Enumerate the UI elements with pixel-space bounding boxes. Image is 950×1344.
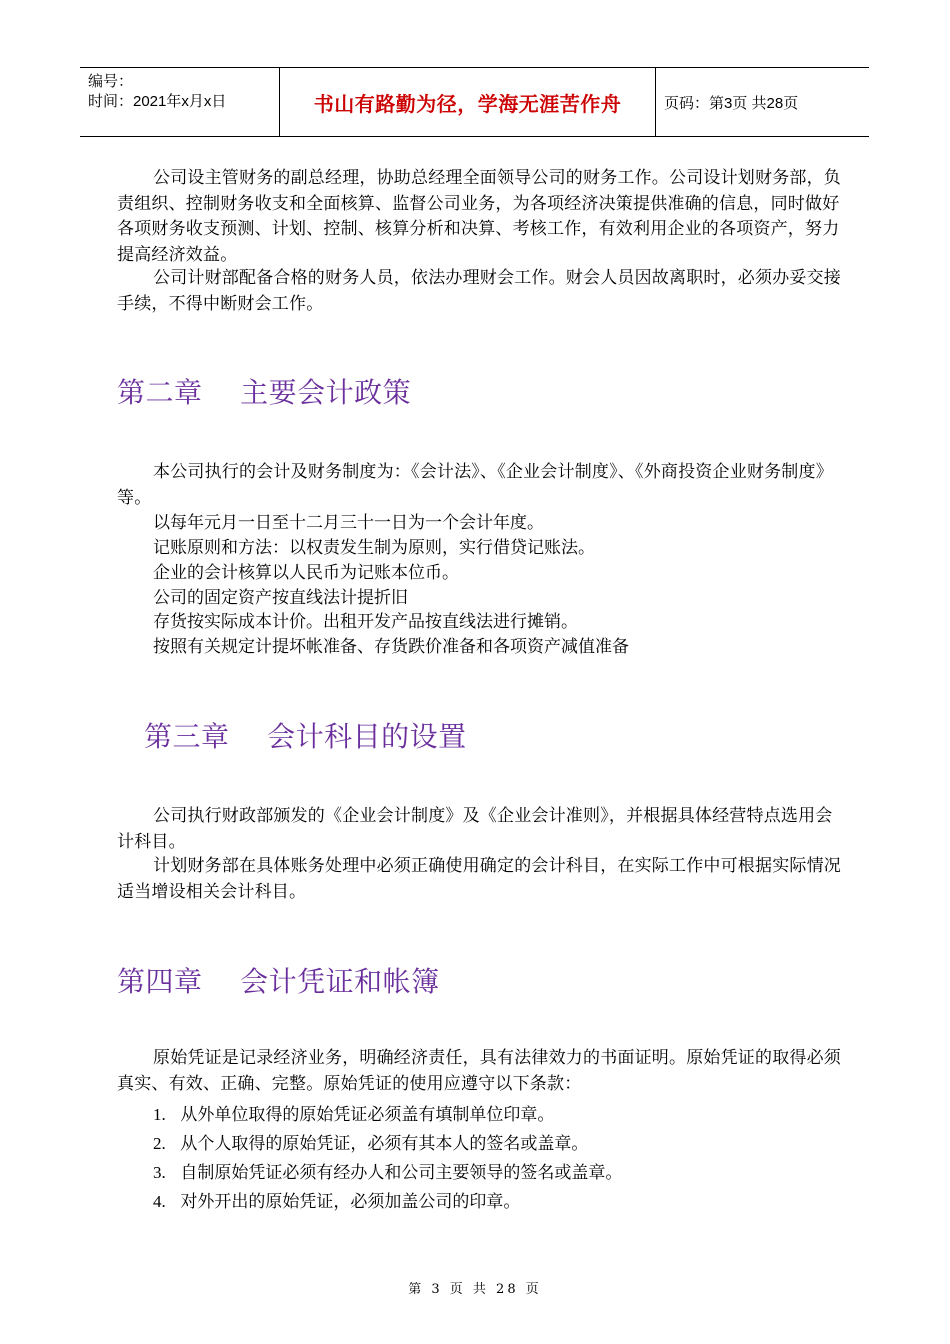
- intro-paragraph-1: 公司设主管财务的副总经理，协助总经理全面领导公司的财务工作。公司设计划财务部，负责组织、控制财务收支和全面核算、监督公司业务，为各项经济决策提供准确的信息，同时做好各项财务收支预测、计划、控制、核算分析和决算、考核工作，有效利用企业的各项资产，努力提高经济效益。: [117, 168, 841, 265]
- chapter-2-line: 记账原则和方法：以权责发生制为原则，实行借贷记账法。: [153, 538, 595, 558]
- chapter-2-line: 企业的会计核算以人民币为记账本位币。: [153, 563, 459, 583]
- chapter-2-line: 公司的固定资产按直线法计提折旧: [153, 588, 408, 608]
- header-motto: 书山有路勤为径，学海无涯苦作舟: [280, 68, 656, 136]
- document-number-label: 编号：: [88, 73, 134, 90]
- chapter-4-heading: 第四章 会计凭证和帐簿: [117, 965, 440, 998]
- intro-paragraph-2: 公司计财部配备合格的财务人员，依法办理财会工作。财会人员因故离职时，必须办妥交接手续，不得中断财会工作。: [117, 268, 841, 314]
- list-item: [153, 1160, 622, 1186]
- list-item-text: 从个人取得的原始凭证，必须有其本人的签名或盖章。: [180, 1134, 589, 1154]
- list-item-number: 4.: [153, 1192, 166, 1211]
- chapter-3-paragraph-1: 公司执行财政部颁发的《企业会计制度》及《企业会计准则》，并根据具体经营特点选用会计科目。: [117, 806, 833, 852]
- header-page-info: 页码：第3页 共28页: [664, 94, 799, 112]
- chapter-3-paragraph-2: 计划财务部在具体账务处理中必须正确使用确定的会计科目，在实际工作中可根据实际情况适当增设相关会计科目。: [117, 856, 841, 902]
- page-header: [80, 67, 869, 137]
- header-meta: [80, 68, 280, 136]
- chapter-2-line: 以每年元月一日至十二月三十一日为一个会计年度。: [153, 513, 544, 533]
- chapter-3-heading: 第三章 会计科目的设置: [144, 720, 467, 753]
- list-item-number: 1.: [153, 1105, 166, 1124]
- page-footer: 第 3 页 共 28 页: [408, 1282, 542, 1297]
- document-date: 时间：2021年x月x日: [88, 93, 227, 110]
- chapter-4-paragraph: 原始凭证是记录经济业务，明确经济责任，具有法律效力的书面证明。原始凭证的取得必须真实、有效、正确、完整。原始凭证的使用应遵守以下条款：: [117, 1048, 841, 1094]
- chapter-2-line: 存货按实际成本计价。出租开发产品按直线法进行摊销。: [153, 612, 578, 632]
- list-item-text: 对外开出的原始凭证，必须加盖公司的印章。: [180, 1192, 521, 1212]
- list-item: [153, 1131, 588, 1157]
- list-item-text: 自制原始凭证必须有经办人和公司主要领导的签名或盖章。: [180, 1163, 623, 1183]
- chapter-2-paragraph: 本公司执行的会计及财务制度为：《会计法》、《企业会计制度》、《外商投资企业财务制度》等。: [117, 462, 833, 508]
- list-item-number: 3.: [153, 1163, 166, 1182]
- list-item-number: 2.: [153, 1134, 166, 1153]
- list-item: [153, 1189, 520, 1215]
- list-item-text: 从外单位取得的原始凭证必须盖有填制单位印章。: [180, 1105, 555, 1125]
- chapter-2-heading: 第二章 主要会计政策: [117, 376, 412, 409]
- chapter-2-line: 按照有关规定计提坏帐准备、存货跌价准备和各项资产减值准备: [153, 637, 629, 657]
- list-item: [153, 1102, 554, 1128]
